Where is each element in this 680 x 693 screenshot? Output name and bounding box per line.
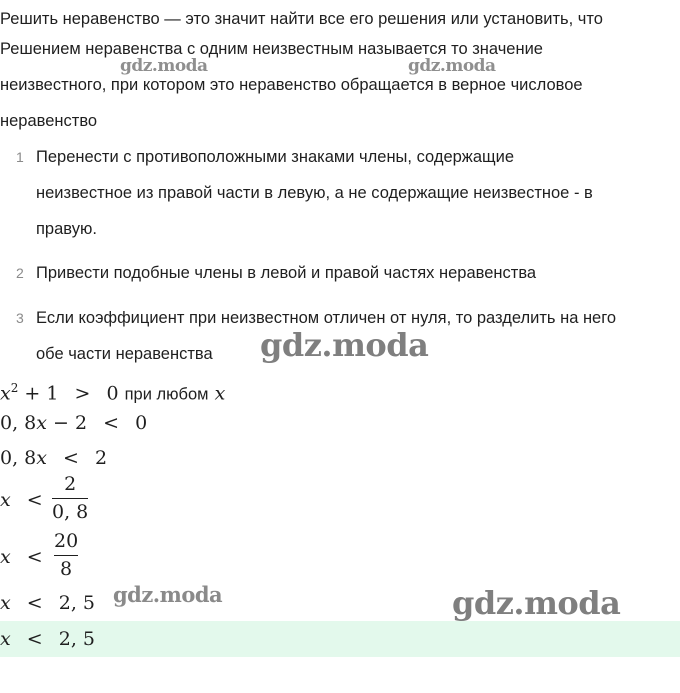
math-value: 2	[95, 447, 108, 469]
fraction-bar	[54, 555, 78, 556]
fraction-numerator: 20	[54, 530, 79, 552]
math-operator: >	[74, 382, 91, 405]
math-value: 2, 5	[58, 592, 95, 614]
watermark: gdz.moda	[408, 56, 496, 76]
math-var: x	[36, 412, 47, 434]
math-term: + 1	[24, 382, 59, 405]
intro-line-4: неравенство	[0, 112, 98, 130]
fraction-bar	[52, 498, 88, 499]
step-1-line-1: Перенести с противоположными знаками члены, содержащие	[36, 148, 514, 166]
math-line-2	[0, 412, 147, 434]
math-var: x	[0, 628, 11, 650]
math-var: x	[0, 382, 11, 405]
math-value: 0	[106, 382, 119, 405]
math-operator: <	[26, 489, 43, 511]
math-fraction-1	[52, 473, 88, 523]
math-line-1	[0, 377, 225, 405]
fraction-denominator: 8	[60, 558, 73, 580]
watermark: gdz.moda	[260, 326, 429, 364]
step-3-line-1: Если коэффициент при неизвестном отличен от нуля, то разделить на него	[36, 309, 617, 327]
math-coefficient: 0, 8	[0, 412, 37, 434]
step-1-line-3: правую.	[36, 220, 97, 238]
math-var: x	[36, 447, 47, 469]
math-line-3	[0, 447, 107, 469]
fraction-denominator: 0, 8	[52, 501, 89, 523]
math-operator: <	[26, 628, 43, 650]
step-number: 3	[16, 310, 24, 326]
math-value: 0	[135, 412, 148, 434]
math-operator: <	[26, 546, 43, 568]
step-2-line-1: Привести подобные члены в левой и правой частях неравенства	[36, 264, 537, 282]
math-line-5	[0, 546, 43, 568]
math-var: x	[0, 592, 11, 614]
watermark: gdz.moda	[452, 584, 621, 622]
answer-expression	[0, 628, 95, 650]
watermark: gdz.moda	[113, 582, 223, 607]
watermark: gdz.moda	[120, 56, 208, 76]
step-1-line-2: неизвестное из правой части в левую, а не содержащие неизвестное - в	[36, 184, 593, 202]
math-fraction-2	[54, 530, 78, 580]
step-number: 1	[16, 149, 24, 165]
step-3-line-2: обе части неравенства	[36, 345, 213, 363]
math-operator: <	[103, 412, 120, 434]
math-term: − 2	[53, 412, 88, 434]
math-var: x	[0, 489, 11, 511]
step-number: 2	[16, 265, 24, 281]
math-coefficient: 0, 8	[0, 447, 37, 469]
fraction-numerator: 2	[64, 473, 77, 495]
math-text: при любом	[124, 385, 209, 404]
answer-highlight	[0, 621, 680, 657]
math-var: x	[0, 546, 11, 568]
intro-line-1: Решить неравенство — это значит найти все его решения или установить, что	[0, 10, 603, 28]
math-value: 2, 5	[58, 628, 95, 650]
math-exponent: 2	[10, 381, 19, 395]
intro-line-3: неизвестного, при котором это неравенство обращается в верное числовое	[0, 76, 583, 94]
math-line-6	[0, 592, 95, 614]
intro-line-2: Решением неравенства с одним неизвестным называется то значение	[0, 40, 543, 58]
math-var: x	[214, 382, 226, 405]
math-line-4	[0, 489, 43, 511]
math-operator: <	[26, 592, 43, 614]
math-operator: <	[63, 447, 79, 469]
